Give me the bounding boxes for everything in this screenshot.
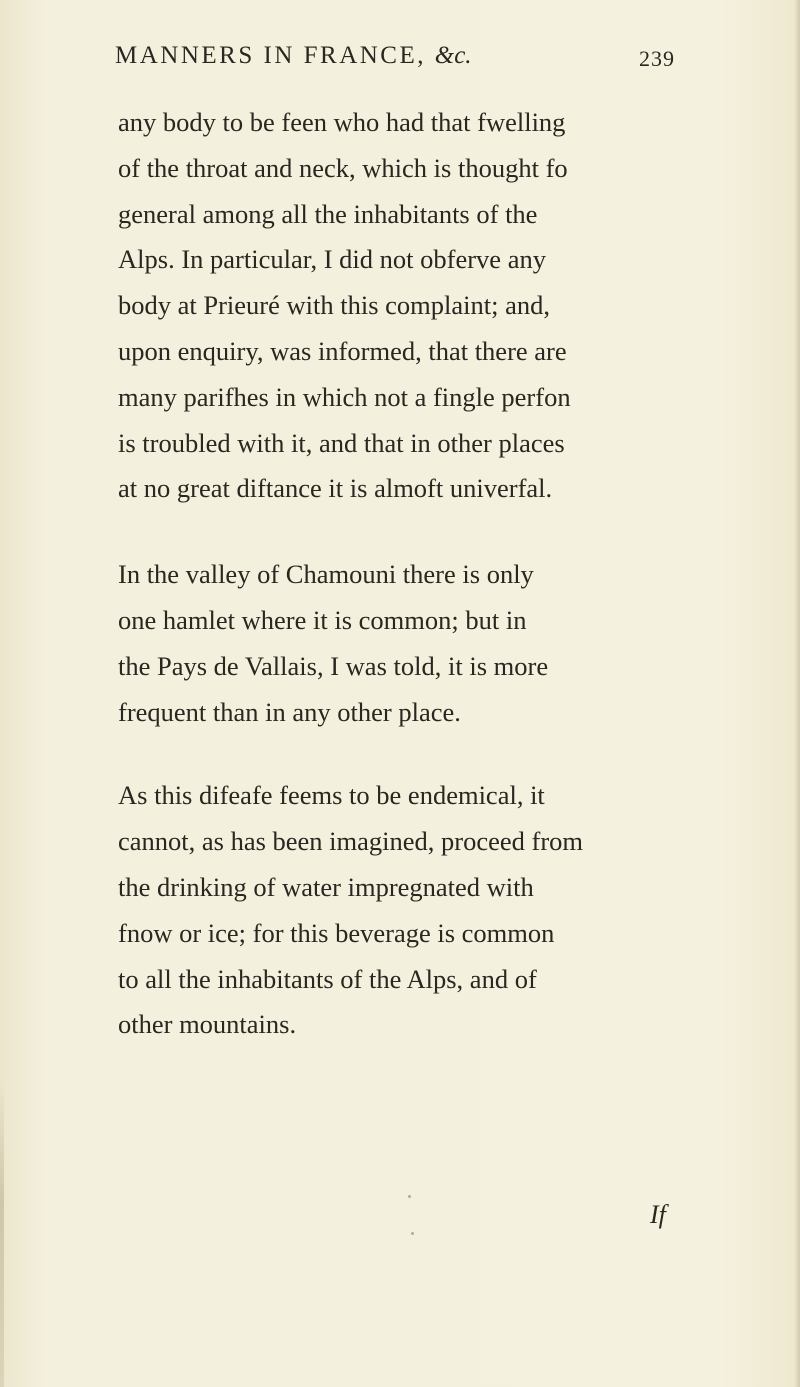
page-gutter-shadow — [794, 0, 800, 1387]
text-line: body at Prieuré with this complaint; and, — [118, 290, 551, 321]
paragraph-1 — [118, 100, 703, 512]
page-header — [115, 42, 675, 82]
text-line: general among all the inhabitants of the — [118, 198, 538, 229]
catchword: If — [650, 1200, 666, 1229]
text-line: to all the inhabitants of the Alps, and of — [118, 963, 537, 994]
text-line: the Pays de Vallais, I was told, it is more — [118, 650, 549, 681]
body-text — [118, 100, 703, 1048]
page-edge-stain — [0, 1080, 4, 1387]
text-line: cannot, as has been imagined, proceed from — [118, 826, 584, 857]
text-line: Alps. In particular, I did not obferve any — [118, 244, 546, 275]
text-line: many parifhes in which not a fingle perfon — [118, 381, 571, 412]
text-line: frequent than in any other place. — [118, 696, 461, 727]
text-line: any body to be feen who had that fwelling — [118, 107, 566, 137]
text-line: one hamlet where it is common; but in — [118, 604, 527, 635]
text-line: other mountains. — [118, 1009, 297, 1040]
text-line: upon enquiry, was informed, that there are — [118, 335, 567, 366]
text-line: at no great diftance it is almoft univerfal. — [118, 473, 553, 504]
text-line: fnow or ice; for this beverage is common — [118, 917, 555, 948]
running-head — [115, 42, 472, 70]
text-line: of the throat and neck, which is thought fo — [118, 152, 568, 183]
page-number: 239 — [639, 46, 675, 71]
paper-speck — [408, 1195, 411, 1198]
running-head-suffix: &c. — [434, 42, 472, 69]
paragraph-3 — [118, 773, 703, 1048]
paragraph-2 — [118, 552, 703, 735]
text-line: As this difeafe feems to be endemical, it — [118, 780, 545, 811]
paper-speck — [411, 1232, 414, 1235]
text-line: is troubled with it, and that in other places — [118, 427, 565, 458]
text-line: the drinking of water impregnated with — [118, 871, 534, 902]
text-line: In the valley of Chamouni there is only — [118, 559, 534, 590]
running-head-title: MANNERS IN FRANCE, — [115, 42, 427, 69]
